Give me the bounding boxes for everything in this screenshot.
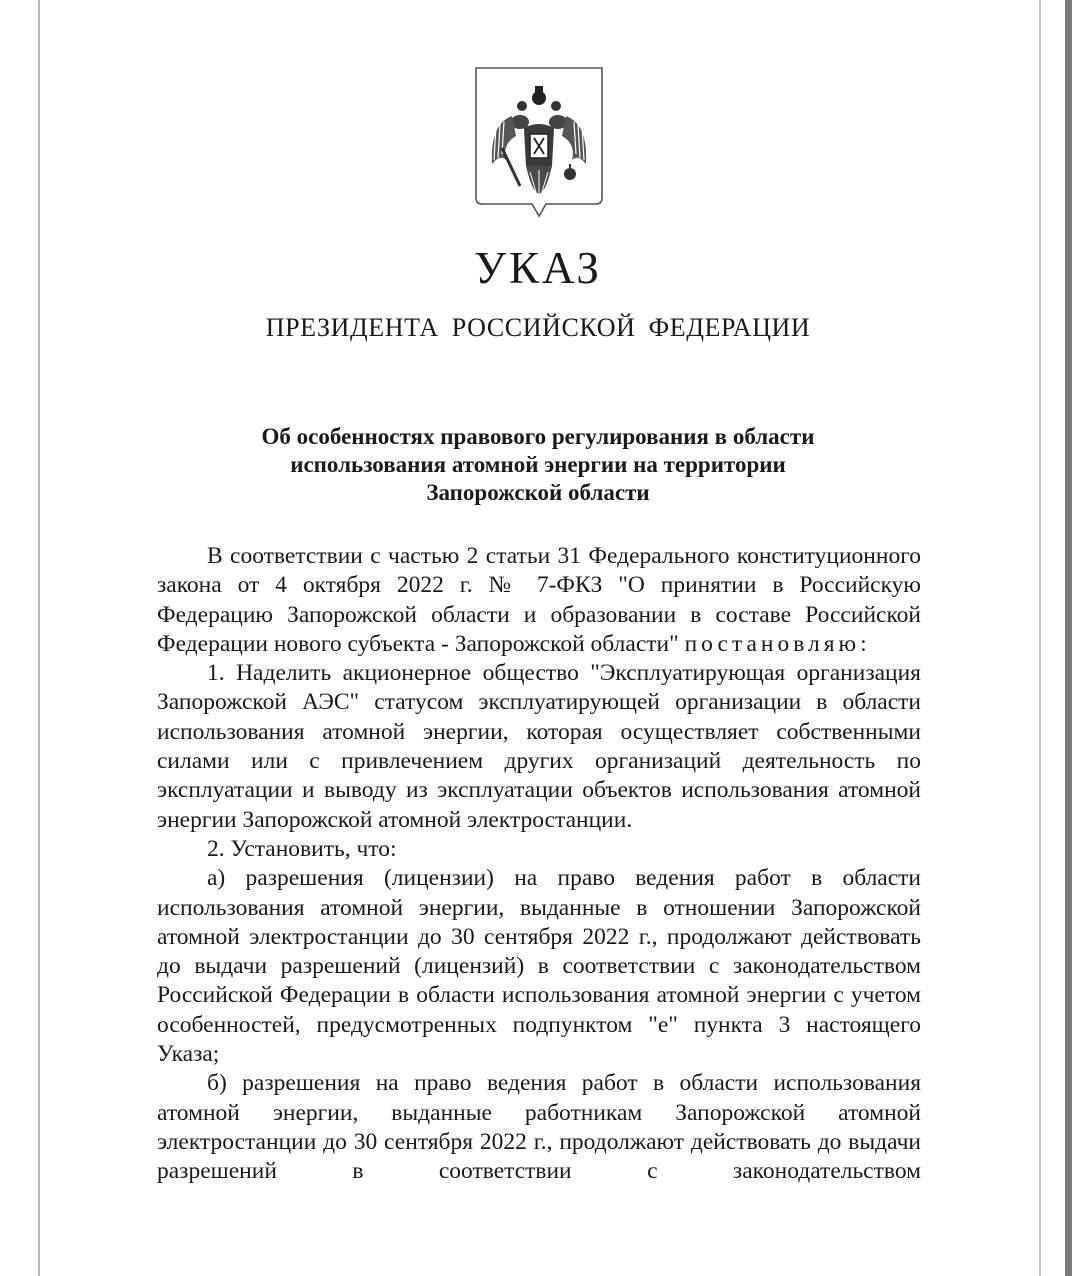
- heading-line: Об особенностях правового регулирования в области: [261, 424, 815, 449]
- heading-line: использования атомной энергии на территории: [290, 452, 786, 477]
- item-paragraph: 2. Установить, что:: [207, 835, 397, 862]
- decree-subtitle: ПРЕЗИДЕНТА РОССИЙСКОЙ ФЕДЕРАЦИИ: [265, 313, 811, 342]
- subitem-paragraph: б) разрешения на право ведения работ в области использования атомной энергии, выданные работникам Запорожской атомной электростанции до 30 сентября 2022 г., продолжают действовать до выдачи разрешений в соответствии с законодательством: [157, 1070, 921, 1185]
- preamble-text: В соответствии с частью 2 статьи 31 Федерального конституционного закона от 4 октября 2022 г. № 7-ФКЗ "О принятии в Российскую Федерацию Запорожской области и образовании в составе Российской Федерации нового субъекта - Запорожской области": [157, 543, 921, 657]
- subitem-paragraph: а) разрешения (лицензии) на право ведения работ в области использования атомной энергии, выданные в отношении Запорожской атомной электростанции до 30 сентября 2022 г., продолжают действовать до выдачи разрешений (лицензий) в соответствии с законодательством Российской Федерации в области использования атомной энергии с учетом особенностей, предусмотренных подпунктом "е" пункта 3 настоящего Указа;: [157, 865, 921, 1068]
- heading-line: Запорожской области: [426, 480, 650, 505]
- decree-title: УКАЗ: [474, 243, 602, 293]
- decree-heading: [180, 423, 896, 507]
- decree-word: постановляю:: [684, 630, 871, 657]
- page-left-border: [38, 0, 40, 1276]
- preamble-paragraph: [157, 542, 921, 659]
- coat-of-arms-icon: [472, 64, 606, 220]
- scrollbar-track[interactable]: [1065, 0, 1072, 1276]
- decree-body: [157, 542, 921, 1187]
- item-paragraph: 1. Наделить акционерное общество "Эксплуатирующая организация Запорожской АЭС" статусом эксплуатирующей организации в области использования атомной энергии, которая осуществляет собственными силами или с привлечением других организаций деятельность по эксплуатации и выводу из эксплуатации объектов использования атомной энергии Запорожской атомной электростанции.: [157, 660, 921, 833]
- page-right-border: [1039, 0, 1041, 1276]
